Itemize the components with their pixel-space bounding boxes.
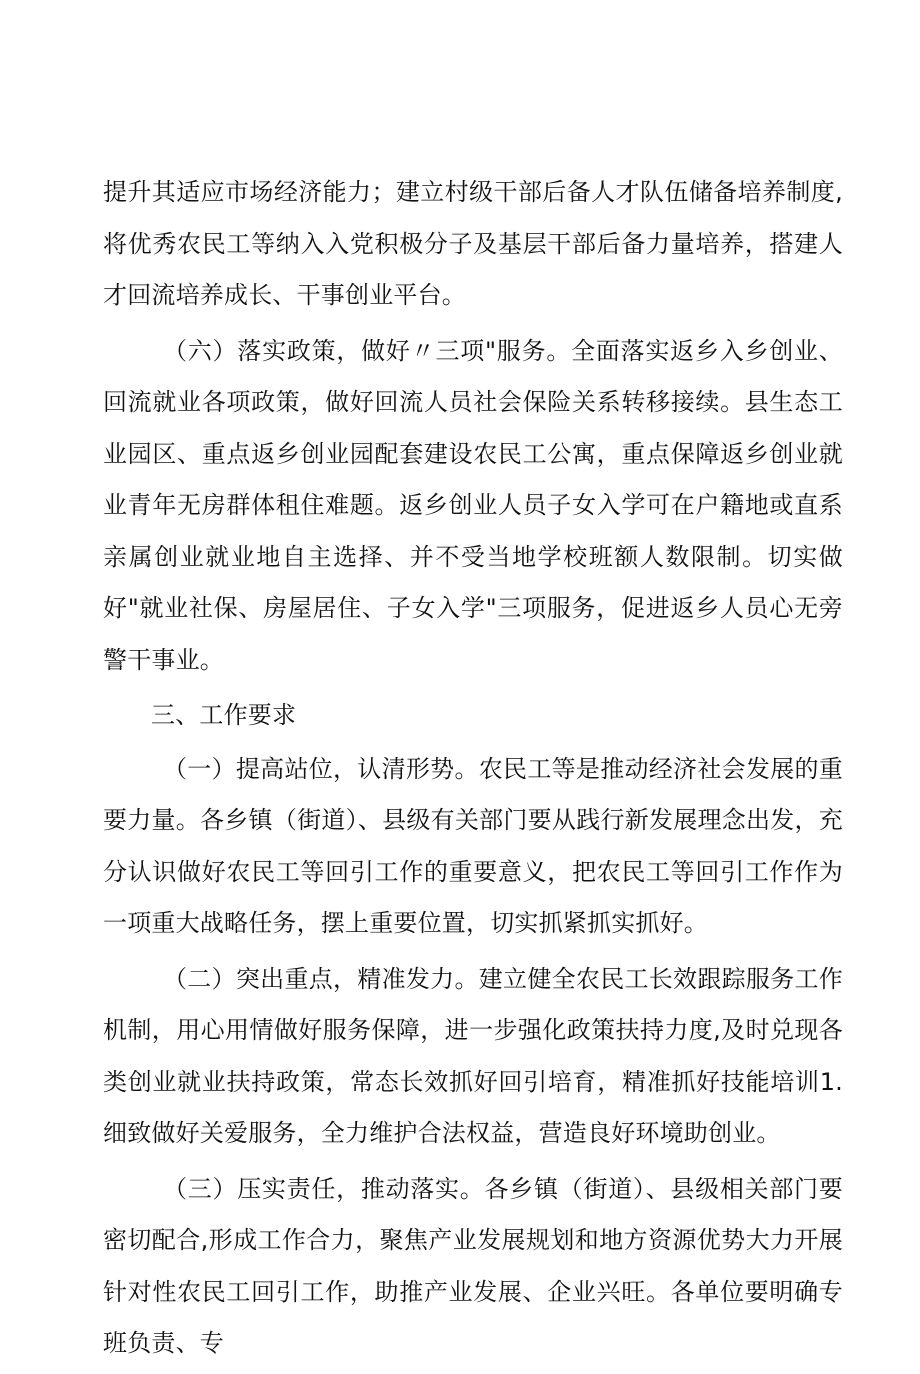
paragraph-requirement-one: （一）提高站位，认清形势。农民工等是推动经济社会发展的重要力量。各乡镇（街道）、县级有关部门要从践行新发展理念出发，充分认识做好农民工等回引工作的重要意义，把农民工等回引工作作为一项重大战略任务，摆上重要位置，切实抓紧抓实抓好。 xyxy=(103,754,843,937)
section-heading-work-requirements: 三、工作要求 xyxy=(151,701,297,729)
paragraph-requirement-three: （三）压实责任，推动落实。各乡镇（街道）、县级相关部门要密切配合,形成工作合力，聚焦产业发展规划和地方资源优势大力开展针对性农民工回引工作，助推产业发展、企业兴旺。各单位要明确专班负责、专 xyxy=(103,1174,843,1357)
paragraph-continuation: 提升其适应市场经济能力；建立村级干部后备人才队伍储备培养制度,将优秀农民工等纳入入党积极分子及基层干部后备力量培养，搭建人才回流培养成长、干事创业平台。 xyxy=(103,178,843,309)
paragraph-requirement-two: （二）突出重点，精准发力。建立健全农民工长效跟踪服务工作机制，用心用情做好服务保障，进一步强化政策扶持力度,及时兑现各类创业就业扶持政策，常态长效抓好回引培育，精准抓好技能培训1.细致做好关爱服务，全力维护合法权益，营造良好环境助创业。 xyxy=(103,964,843,1147)
document-body xyxy=(103,167,843,1374)
paragraph-section-six: （六）落实政策，做好〃三项"服务。全面落实返乡入乡创业、回流就业各项政策，做好回流人员社会保险关系转移接续。县生态工业园区、重点返乡创业园配套建设农民工公寓，重点保障返乡创业就业青年无房群体租住难题。返乡创业人员子女入学可在户籍地或直系亲属创业就业地自主选择、并不受当地学校班额人数限制。切实做好"就业社保、房屋居住、子女入学"三项服务，促进返乡人员心无旁警干事业。 xyxy=(103,336,843,674)
